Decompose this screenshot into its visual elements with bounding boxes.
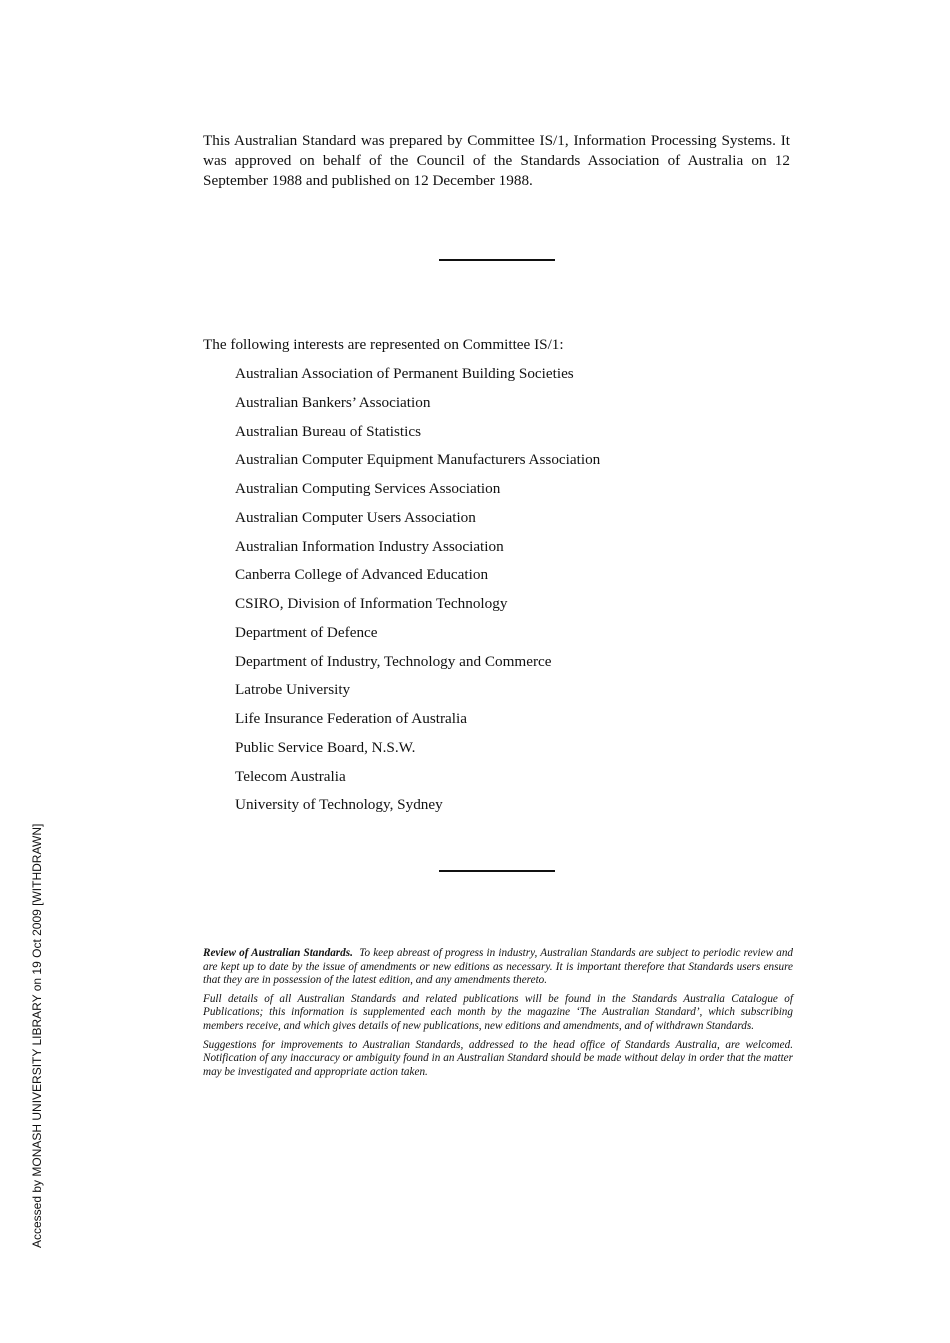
committee-member: University of Technology, Sydney <box>235 796 443 814</box>
review-note <box>203 947 793 988</box>
committee-member: Public Service Board, N.S.W. <box>235 738 416 756</box>
bottom-divider <box>439 870 555 872</box>
committee-member: CSIRO, Division of Information Technology <box>235 595 508 612</box>
intro-paragraph: This Australian Standard was prepared by Committee IS/1, Information Processing Systems. It was approved on behalf of the Council of the Standards Association of Australia on 12 September 1988 and published on 12 December 1988. <box>203 132 790 189</box>
catalogue-note: Full details of all Australian Standards and related publications will be found in the Standards Australia Catalogue of Publications; this information is supplemented each month by the magazine ‘The Australian Standard’, which subscribing members receive, and which gives details of new publications, new editions and amendments, and of withdrawn Standards. <box>203 992 793 1032</box>
committee-member-list <box>235 364 600 824</box>
committee-member: Canberra College of Advanced Education <box>235 566 489 584</box>
committee-member: Australian Computer Users Association <box>235 508 476 526</box>
committee-member: Australian Computing Services Association <box>235 480 501 497</box>
committee-member: Latrobe University <box>235 681 351 699</box>
top-divider <box>439 259 555 261</box>
review-note-title: Review of Australian Standards. <box>203 947 353 959</box>
committee-member: Life Insurance Federation of Australia <box>235 710 467 727</box>
committee-heading: The following interests are represented on Committee IS/1: <box>203 336 564 353</box>
committee-member: Australian Bureau of Statistics <box>235 422 422 440</box>
access-watermark: Accessed by MONASH UNIVERSITY LIBRARY on 19 Oct 2009 [WITHDRAWN] <box>30 823 44 1248</box>
committee-member: Department of Defence <box>235 623 378 641</box>
suggestions-note: Suggestions for improvements to Australian Standards, addressed to the head office of Standards Australia, are welcomed. Notification of any inaccuracy or ambiguity found in an Australian Standard should be made without delay in order that the matter may be investigated and appropriate action taken. <box>203 1038 793 1078</box>
committee-member: Australian Association of Permanent Building Societies <box>235 365 574 382</box>
committee-member: Telecom Australia <box>235 767 346 785</box>
standards-notes <box>203 947 793 1084</box>
committee-member: Australian Bankers’ Association <box>235 393 431 411</box>
committee-member: Australian Computer Equipment Manufacturers Association <box>235 451 601 469</box>
committee-member: Australian Information Industry Association <box>235 537 504 555</box>
committee-member: Department of Industry, Technology and Commerce <box>235 652 552 670</box>
review-note-text: To keep abreast of progress in industry, Australian Standards are subject to periodic review and are kept up to date by the issue of amendments or new editions as necessary. It is important therefore that Standards users ensure that they are in possession of the latest edition, and any amendments thereto. <box>203 947 794 987</box>
